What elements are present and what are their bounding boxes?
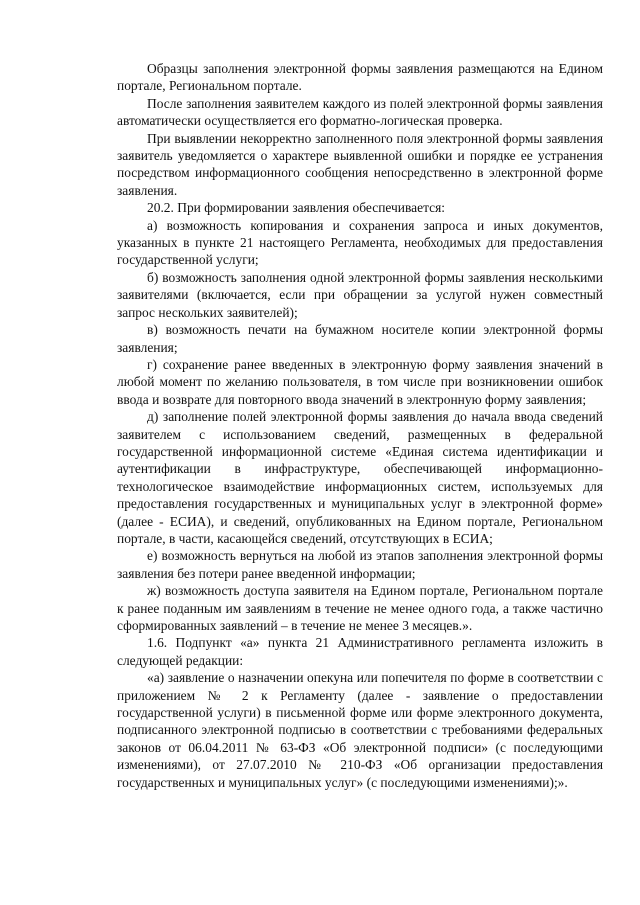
paragraph-section-1-6: 1.6. Подпункт «а» пункта 21 Административного регламента изложить в следующей редакции:: [117, 635, 603, 668]
paragraph-section-20-2: 20.2. При формировании заявления обеспечивается:: [147, 200, 445, 216]
paragraph-subitem-a: «а) заявление о назначении опекуна или попечителя по форме в соответствии с приложением № 2 к Регламенту (далее - заявление о предоставлении государственной услуги) в письменной форме или форме электронного документа, подписанного электронной подписью в соответствии с требованиями федеральных законов от 06.04.2011 № 63-ФЗ «Об электронной подписи» (с последующими изменениями), от 27.07.2010 № 210-ФЗ «Об организации предоставления государственных и муниципальных услуг» (с последующими изменениями);».: [117, 670, 603, 790]
paragraph-item-v: в) возможность печати на бумажном носителе копии электронной формы заявления;: [117, 322, 603, 355]
paragraph-item-d: д) заполнение полей электронной формы заявления до начала ввода сведений заявителем с использованием сведений, размещенных в федеральной государственной информационной системе «Единая система идентификации и аутентификации в инфраструктуре, обеспечивающей информационно-технологическое взаимодействие информационных систем, используемых для предоставления государственных и муниципальных услуг в электронной форме» (далее - ЕСИА), и сведений, опубликованных на Едином портале, Региональном портале, в части, касающейся сведений, отсутствующих в ЕСИА;: [117, 409, 603, 546]
paragraph-item-g: г) сохранение ранее введенных в электронную форму заявления значений в любой момент по желанию пользователя, в том числе при возникновении ошибок ввода и возврате для повторного ввода значений в электронную форму заявления;: [117, 356, 603, 407]
paragraph-item-e: е) возможность вернуться на любой из этапов заполнения электронной формы заявления без потери ранее введенной информации;: [117, 548, 603, 581]
paragraph-item-a: а) возможность копирования и сохранения запроса и иных документов, указанных в пункте 21 настоящего Регламента, необходимых для предоставления государственной услуги;: [117, 217, 603, 268]
paragraph-item-zh: ж) возможность доступа заявителя на Едином портале, Региональном портале к ранее поданным им заявлениям в течение не менее одного года, а также частично сформированных заявлений – в течение не менее 3 месяцев.».: [117, 583, 603, 633]
paragraph-error-notification: При выявлении некорректно заполненного поля электронной формы заявления заявитель уведомляется о характере выявленной ошибки и порядке ее устранения посредством информационного сообщения непосредственно в электронной форме заявления.: [117, 130, 603, 198]
paragraph-sample-forms: Образцы заполнения электронной формы заявления размещаются на Едином портале, Региональном портале.: [117, 61, 603, 94]
paragraph-format-check: После заполнения заявителем каждого из полей электронной формы заявления автоматически осуществляется его форматно-логическая проверка.: [117, 95, 603, 129]
paragraph-item-b: б) возможность заполнения одной электронной формы заявления несколькими заявителями (включается, если при обращении за услугой нужен совместный запрос нескольких заявителей);: [117, 269, 603, 320]
